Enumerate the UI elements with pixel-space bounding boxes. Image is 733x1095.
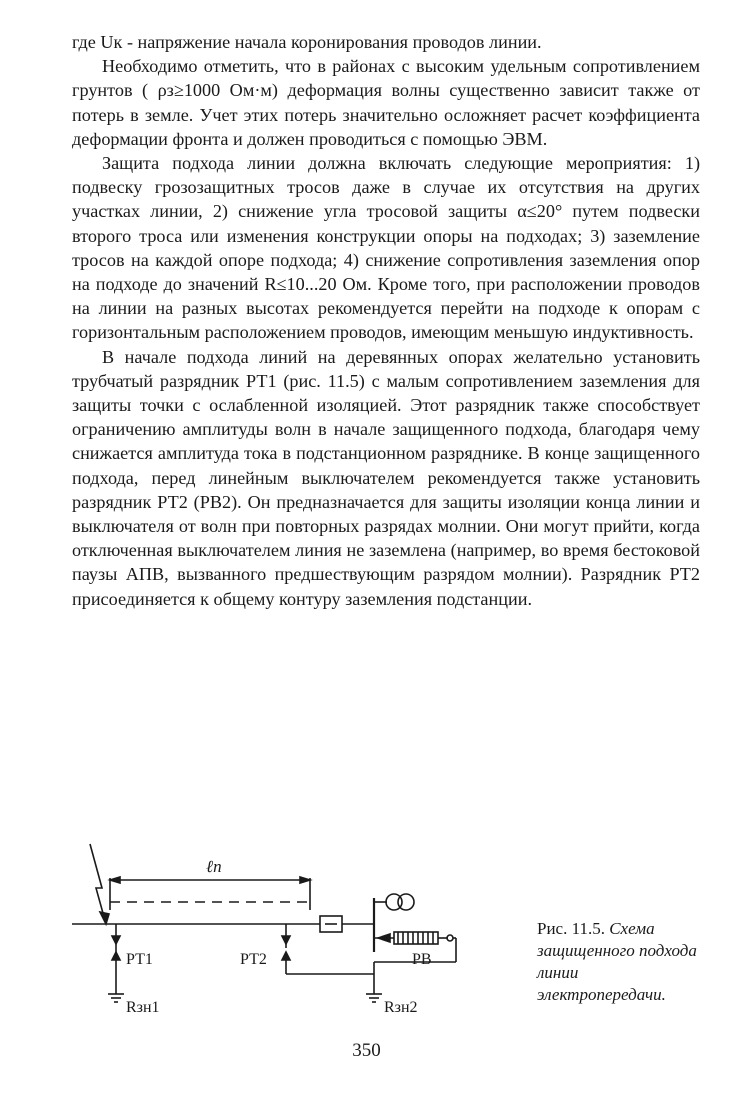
r1-label: Rзн1 [126, 999, 160, 1016]
length-label: ℓп [206, 857, 222, 876]
approach-protection-diagram [72, 840, 532, 1040]
caption-text: Схема защищенного подхода линии электропередачи. [537, 919, 697, 1004]
page-number: 350 [352, 1040, 381, 1061]
figure-11-5 [72, 840, 700, 1040]
figure-caption [537, 918, 702, 1006]
paragraph-1: где Uк - напряжение начала коронирования проводов линии. [72, 32, 542, 52]
pt1-label: РТ1 [126, 951, 153, 968]
pv-label: РВ [412, 951, 432, 968]
paragraph-4: В начале подхода линий на деревянных опорах желательно установить трубчатый разрядник РТ1 (рис. 11.5) с малым сопротивлением заземления для защиты точки с ослабленной изоляцией. Этот разрядник также способствует ограничению амплитуды волн в начале защищенного подхода, благодаря чему снижается амплитуда тока в подстанционном разряднике. В конце защищенного подхода, перед линейным выключателем рекомендуется также установить разрядник РТ2 (РВ2). Он предназначается для защиты изоляции конца линии и выключателя от волн при повторных разрядах молнии. Они могут прийти, когда отключенная выключателем линия не заземлена (например, во время бестоковой паузы АПВ, вызванного предшествующим разрядом молнии). Разрядник РТ2 присоединяется к общему контуру заземления подстанции. [72, 346, 700, 609]
caption-number: Рис. 11.5. [537, 919, 605, 938]
r2-label: Rзн2 [384, 999, 418, 1016]
paragraph-2: Необходимо отметить, что в районах с высоким удельным сопротивлением грунтов ( ρз≥1000 Ом·м) деформация волны существенно зависит также от потерь в земле. Учет этих потерь значительно осложняет расчет коэффициента деформации фронта и должен проводиться с помощью ЭВМ. [72, 56, 700, 149]
pt2-label: РТ2 [240, 951, 267, 968]
arrester-rv-symbol [394, 932, 438, 944]
paragraph-3: Защита подхода линии должна включать следующие мероприятия: 1) подвеску грозозащитных тросов даже в случае их отсутствия на других участках линии, 2) снижение угла тросовой защиты α≤20° путем подвески второго троса или изменения конструкции опоры на подходах; 3) заземление тросов на каждой опоре подхода; 4) снижение сопротивления заземления опор на подходе до значений R≤10...20 Ом. Кроме того, при расположении проводов на линии на разных высотах рекомендуется перейти на подходе к опорам с горизонтальным расположением проводов, имеющим меньшую индуктивность. [72, 153, 700, 343]
text-body [72, 30, 700, 611]
